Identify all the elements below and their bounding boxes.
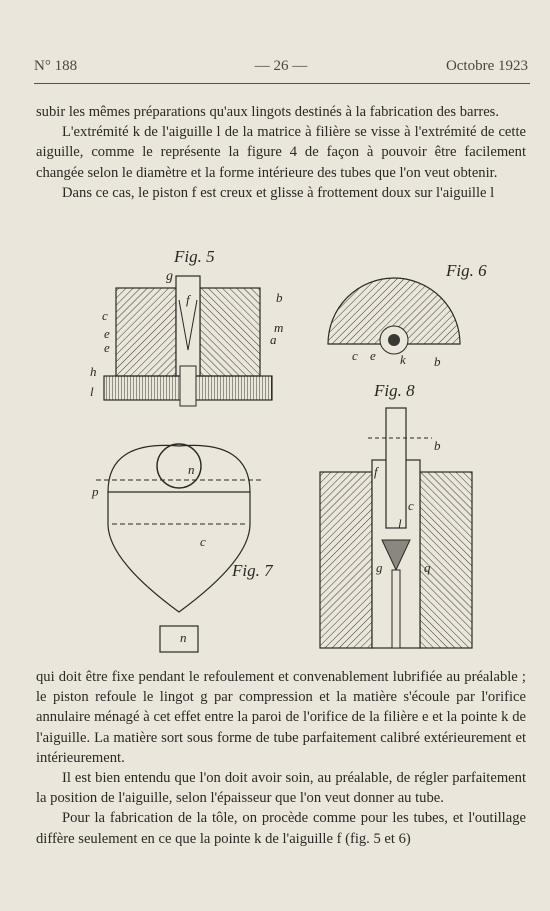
svg-text:c: c — [200, 534, 206, 549]
fig8-title: Fig. 8 — [374, 381, 415, 400]
svg-text:e: e — [104, 326, 110, 341]
figure-6 — [328, 261, 487, 369]
svg-text:q: q — [424, 560, 431, 575]
fig6-title: Fig. 6 — [446, 261, 487, 280]
svg-text:b: b — [434, 354, 441, 369]
paragraph: L'extrémité k de l'aiguille l de la matrice à filière se visse à l'extrémité de cette aiguille, comme le représente la figure 4 de façon à pouvoir être facilement changée selon le diamètre et la forme intérieure des tubes que l'on veut obtenir. — [36, 124, 526, 181]
svg-text:n: n — [180, 630, 187, 645]
figure-8 — [320, 381, 472, 648]
fig7-title: Fig. 7 — [232, 561, 273, 580]
paragraph: Il est bien entendu que l'on doit avoir soin, au préalable, de régler parfaitement la position de l'aiguille, selon l'épaisseur que l'on veut donner au tube. — [36, 770, 526, 807]
svg-text:g: g — [166, 269, 173, 284]
fig5-title: Fig. 5 — [174, 247, 215, 266]
svg-text:e: e — [370, 348, 376, 363]
svg-text:c: c — [352, 348, 358, 363]
technical-drawings — [82, 240, 522, 660]
svg-text:n: n — [188, 462, 195, 477]
figure-7 — [91, 444, 274, 652]
text-block-bottom — [36, 667, 526, 849]
svg-text:b: b — [434, 438, 441, 453]
svg-text:c: c — [408, 498, 414, 513]
page-number: — 26 — — [254, 58, 308, 74]
figure-5 — [90, 247, 283, 406]
svg-text:g: g — [376, 560, 383, 575]
svg-text:f: f — [374, 464, 378, 479]
svg-text:p: p — [92, 484, 99, 499]
svg-text:h: h — [90, 364, 97, 379]
header-rule — [34, 83, 530, 84]
svg-text:l: l — [398, 516, 402, 531]
page-header — [34, 58, 528, 80]
figure-group — [82, 240, 522, 660]
issue-date: Octobre 1923 — [445, 58, 528, 74]
issue-number: N° 188 — [34, 58, 78, 74]
svg-text:f: f — [186, 292, 190, 307]
svg-text:e: e — [104, 340, 110, 355]
paragraph: qui doit être fixe pendant le refoulement et convenablement lubrifiée au préalable ; le piston refoule le lingot g par compression et la matière s'écoule par l'orifice annulaire ménagé à cet effet entre la paroi de l'orifice de la filière e et la pointe k de l'aiguille. La matière sort sous forme de tube parfaitement calibré extérieurement et intérieurement. — [36, 669, 526, 766]
svg-text:l: l — [90, 384, 94, 399]
svg-text:a: a — [270, 332, 277, 347]
paragraph: Pour la fabrication de la tôle, on procède comme pour les tubes, et l'outillage diffère seulement en ce que la pointe k de l'aiguille f (fig. 5 et 6) — [36, 810, 526, 847]
paragraph: Dans ce cas, le piston f est creux et glisse à frottement doux sur l'aiguille l — [62, 184, 495, 201]
svg-text:m: m — [274, 320, 284, 335]
paragraph: subir les mêmes préparations qu'aux lingots destinés à la fabrication des barres. — [36, 104, 500, 120]
svg-text:b: b — [276, 290, 283, 305]
text-block-top — [36, 102, 526, 203]
svg-text:c: c — [102, 308, 108, 323]
svg-text:k: k — [400, 352, 406, 367]
